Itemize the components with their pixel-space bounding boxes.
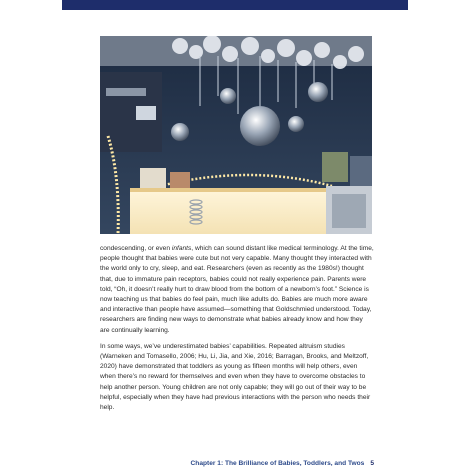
paragraph-1-part-2: , which can sound distant like medical terminology. At the time, people thought that babies were cute but not very capable. Many thought they interacted with the world only to cry, sleep, and eat. Researchers (even as recently as the 1980s!) thought that, due to immature pain receptors, babies could not really experience pain. Parents were told, “Oh, it doesn’t really hurt to draw blood from the bottom of a newborn’s foot.” Science is now teaching us that babies do feel pain, much like adults do. Babies are much more aware and interactive than people have assumed—something that Goldschmied understood. Today, researchers are finding new ways to demonstrate what babies already know and how they are continually learning. <box>100 245 374 334</box>
book-page <box>62 0 408 470</box>
header-bar <box>62 0 408 10</box>
page-number: 5 <box>370 459 374 467</box>
body-text <box>100 244 374 419</box>
running-head: Chapter 1: The Brilliance of Babies, Toddlers, and Twos <box>190 459 365 467</box>
paragraph-2: In some ways, we’ve underestimated babies’ capabilities. Repeated altruism studies (Warneken and Tomasello, 2006; Hu, Li, Jia, and Xie, 2016; Barragan, Brooks, and Meltzoff, 2020) have demonstrated that toddlers as young as fifteen months will help others, even when there’s no reward for themselves and even when they have to overcome obstacles to help another person. Young children are not only capable; they will go out of their way to be helpful, especially when they have had previous interactions with the person who needs their help. <box>100 342 371 412</box>
paragraph-1-italic-term: infants <box>171 245 192 252</box>
photo-illustration <box>100 36 372 234</box>
classroom-ceiling-photo <box>100 36 372 234</box>
paragraph-1-part-1: condescending, or even <box>100 245 172 252</box>
paragraph-1 <box>100 244 374 336</box>
page-footer <box>100 458 374 468</box>
